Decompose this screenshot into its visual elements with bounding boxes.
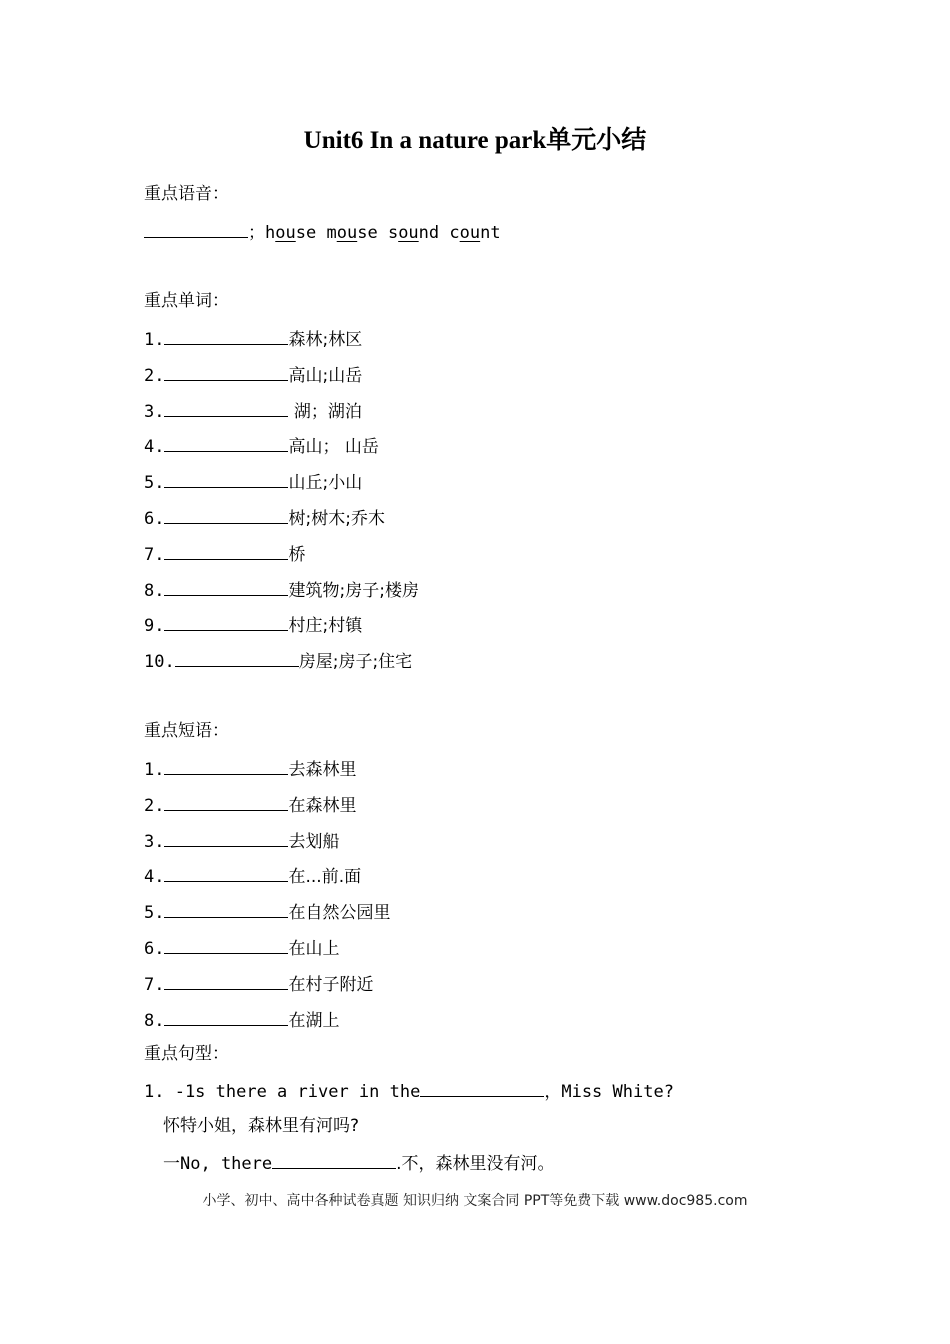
phonics-word: sound [387, 223, 440, 243]
item-meaning: 在自然公园里 [288, 903, 391, 924]
list-item [144, 828, 339, 854]
answer-blank[interactable] [164, 935, 288, 954]
list-item [144, 756, 356, 782]
item-meaning: 高山； 山岳 [288, 437, 379, 458]
item-meaning: 桥 [288, 544, 306, 565]
item-number: 5. [144, 473, 165, 494]
item-number: 2. [144, 365, 165, 386]
answer-blank[interactable] [164, 398, 288, 417]
list-item [144, 899, 390, 925]
item-meaning: 在...前.面 [288, 867, 362, 888]
sentences-heading: 重点句型： [144, 1044, 229, 1064]
answer-blank[interactable] [164, 577, 288, 596]
answer-blank[interactable] [420, 1078, 544, 1097]
answer-blank[interactable] [164, 756, 288, 775]
list-item [144, 469, 362, 495]
phonics-heading: 重点语音： [144, 184, 229, 204]
item-number: 7. [144, 974, 165, 995]
item-meaning: 去划船 [288, 831, 340, 852]
answer-blank[interactable] [164, 899, 288, 918]
list-item [144, 505, 385, 531]
item-number: 1. [144, 760, 165, 780]
list-item [144, 362, 362, 388]
list-item [144, 541, 305, 567]
answer-blank[interactable] [164, 505, 288, 524]
footer-watermark: 小学、初中、高中各种试卷真题 知识归纳 文案合同 PPT等免费下载 www.doc985.com [202, 1193, 748, 1209]
item-number: 6. [144, 509, 165, 529]
item-number: 5. [144, 903, 165, 924]
item-number: 9. [144, 616, 165, 637]
item-number: 3. [144, 831, 165, 852]
phonics-word: count [449, 223, 501, 243]
answer-blank[interactable] [164, 362, 288, 381]
list-item [144, 612, 362, 638]
phonics-word: house [265, 223, 317, 243]
item-number: 1. [144, 330, 165, 350]
phonics-line: ；house mouse sound count [144, 219, 501, 245]
item-meaning: 去森林里 [288, 760, 357, 780]
item-meaning: 村庄;村镇 [288, 616, 363, 637]
item-number: 6. [144, 939, 165, 959]
answer-blank[interactable] [164, 541, 288, 560]
list-item [144, 577, 419, 603]
answer-blank[interactable] [164, 863, 288, 882]
answer-blank[interactable] [175, 648, 299, 667]
item-meaning: 在村子附近 [288, 974, 374, 995]
list-item [144, 792, 356, 818]
item-meaning: 高山;山岳 [288, 365, 363, 386]
page-title: Unit6 In a nature park单元小结 [303, 127, 647, 154]
item-meaning: 湖；湖泊 [288, 401, 362, 422]
list-item [144, 971, 373, 997]
item-number: 4. [144, 867, 165, 888]
item-meaning: 山丘;小山 [288, 473, 363, 494]
item-meaning: 森林;林区 [288, 330, 363, 350]
list-item [144, 648, 412, 674]
answer-blank[interactable] [164, 612, 288, 631]
answer-blank[interactable] [164, 971, 288, 990]
item-meaning: 房屋;房子;住宅 [298, 652, 413, 673]
item-number: 4. [144, 437, 165, 458]
phonics-word: mouse [326, 223, 378, 243]
answer-blank[interactable] [144, 219, 248, 238]
list-item [144, 935, 339, 961]
item-meaning: 建筑物;房子;楼房 [288, 580, 419, 601]
answer-blank[interactable] [272, 1150, 396, 1169]
answer-blank[interactable] [164, 792, 288, 811]
item-meaning: 树;树木;乔木 [288, 509, 385, 529]
list-item [144, 326, 362, 352]
answer-blank[interactable] [164, 433, 288, 452]
vocab-heading: 重点单词： [144, 291, 229, 311]
answer-blank[interactable] [164, 1007, 288, 1026]
sentence-question: 1. -1s there a river in the ，Miss White? [144, 1078, 674, 1104]
item-number: 10. [144, 652, 175, 673]
answer-blank[interactable] [164, 326, 288, 345]
list-item [144, 398, 362, 424]
answer-blank[interactable] [164, 469, 288, 488]
item-meaning: 在山上 [288, 939, 340, 959]
item-meaning: 在森林里 [288, 795, 357, 816]
list-item [144, 1007, 339, 1033]
phrases-heading: 重点短语： [144, 721, 229, 741]
list-item [144, 863, 361, 889]
item-number: 2. [144, 795, 165, 816]
item-number: 8. [144, 1010, 165, 1031]
answer-blank[interactable] [164, 828, 288, 847]
item-meaning: 在湖上 [288, 1010, 340, 1031]
item-number: 8. [144, 580, 165, 601]
sentence-answer: 一No, there .不，森林里没有河。 [163, 1150, 555, 1176]
sentence-question-translation: 怀特小姐，森林里有河吗? [163, 1116, 360, 1136]
item-number: 7. [144, 544, 165, 565]
item-number: 3. [144, 401, 165, 422]
list-item [144, 433, 379, 459]
